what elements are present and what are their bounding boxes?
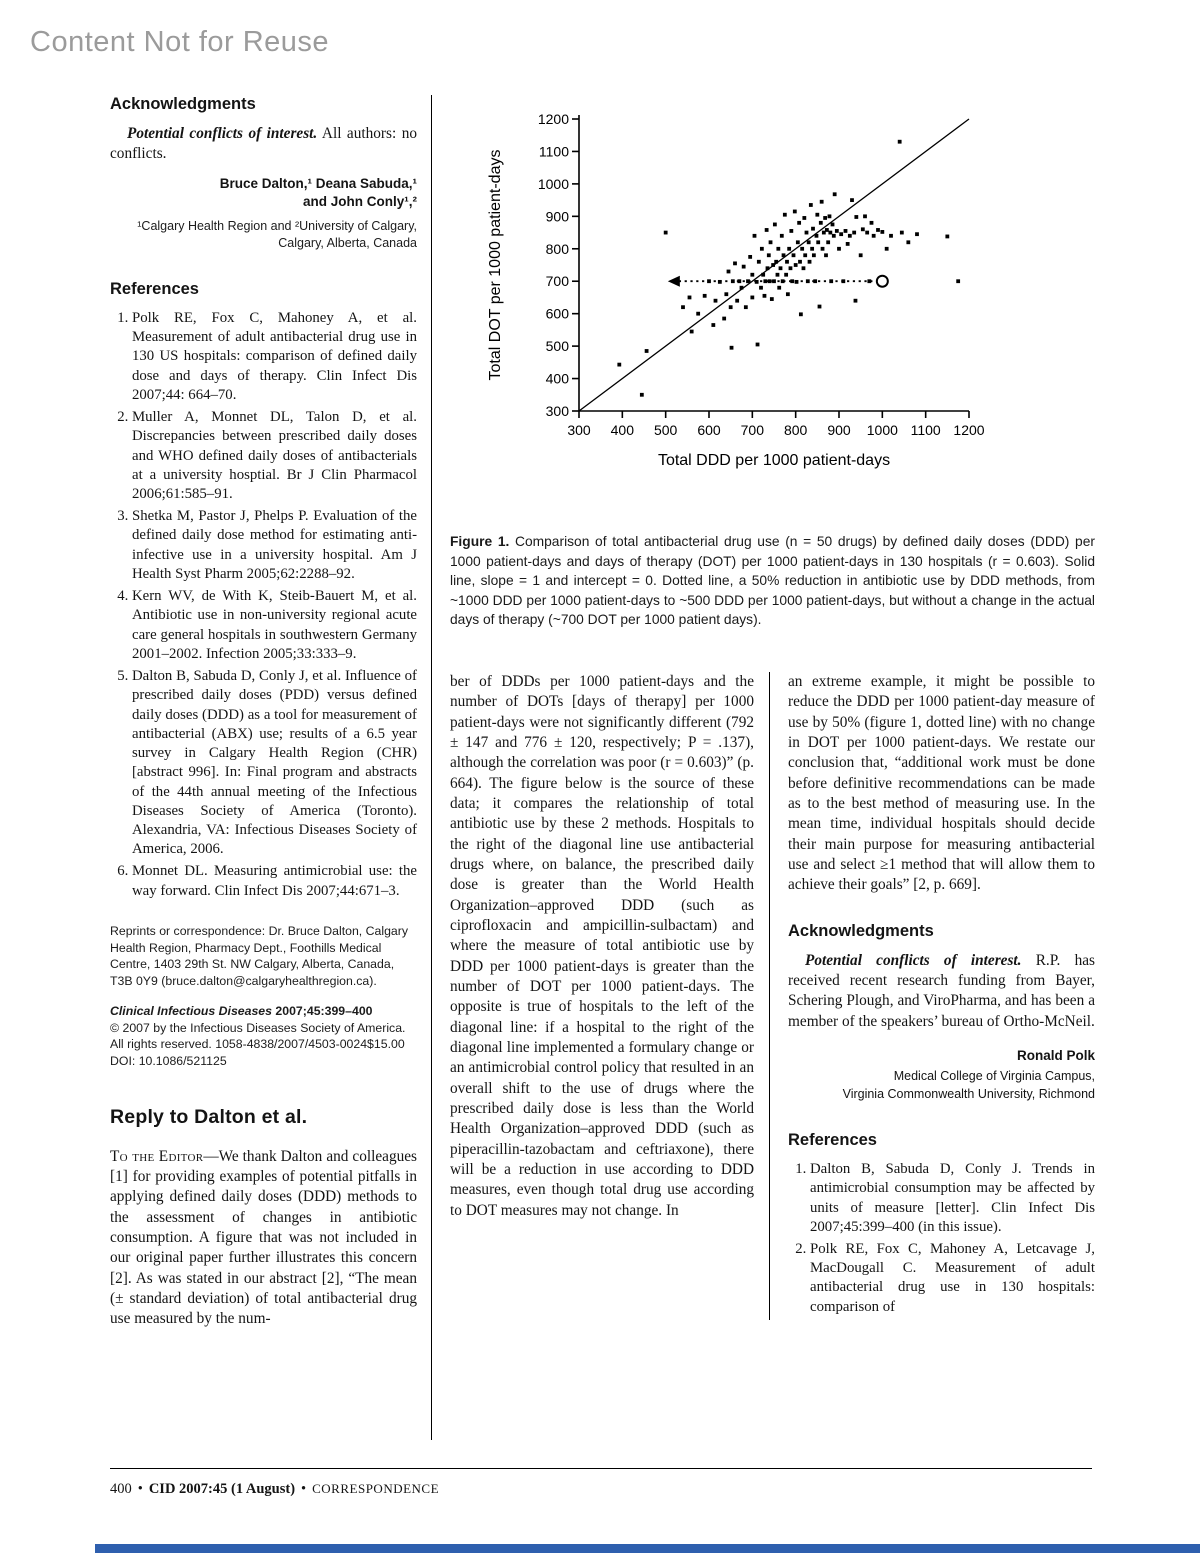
footer-citation: CID 2007:45 (1 August) [148,1481,296,1497]
svg-text:Total DDD per 1000 patient-day: Total DDD per 1000 patient-days [657,452,891,469]
page-footer [110,1481,439,1498]
reference-item: 1. Polk RE, Fox C, Mahoney A, et al. Measurement of adult antibacterial drug use in 130 US hospitals: comparison of defined daily dose and days of therapy. Clin Infect Dis 2007;44: 664–70. [132,309,417,405]
far-right-column [770,672,1095,1320]
reference-item: 2. Muller A, Monnet DL, Talon D, et al. Discrepancies between prescribed daily doses and WHO defined daily doses of antibacterials at a university hosptial. Br J Clin Pharmacol 2006;61:585–91. [132,408,417,504]
right-column-paragraph: an extreme example, it might be possible to reduce the DDD per 1000 patient-day measure of use by 50% (figure 1, dotted line) with no change in DOT per 1000 patient-days. We restate our conclusion that, “additional work must be done before definitive recommendations can be made as to the best method of measuring use. In the mean time, individual hospitals should decide their main purpose for measuring antibacterial use and select ≥1 method that will allow them to achieve their goals” [2, p. 669]. [788,672,1095,894]
middle-column [450,672,770,1320]
affiliation-block [110,218,417,252]
footer-rule [110,1468,1092,1469]
signature-name: Ronald Polk [1016,1048,1095,1064]
svg-text:500: 500 [653,422,678,438]
ack-heading-right: Acknowledgments [788,921,934,940]
journal-volume-pages: 2007;45:399–400 [271,1004,373,1019]
reprints-note: Reprints or correspondence: Dr. Bruce Dalton, Calgary Health Region, Pharmacy Dept., Foothills Medical Centre, 1403 29th St. NW Calgary, Alberta, Canada, T3B 0Y9 (bruce.dalton@calgaryhealthregion.ca). [110,923,408,988]
conflicts-paragraph-right [788,951,1095,1032]
figure1-caption [450,532,1095,630]
footer-bullet: • [137,1481,143,1497]
signature-affiliation [788,1068,1095,1103]
conflicts-lead-left: Potential conflicts of interest. [127,125,318,142]
svg-text:600: 600 [545,305,569,322]
references-section-left [110,280,417,901]
lower-two-columns [450,672,1095,1320]
reply-article-title: Reply to Dalton et al. [110,1105,308,1128]
conflicts-text-left: All authors: no conflicts. [110,125,417,163]
figure1 [484,101,1095,508]
ack-heading-left: Acknowledgments [110,95,256,113]
svg-text:1000: 1000 [537,175,569,192]
left-column [110,95,432,1440]
svg-text:500: 500 [545,338,569,355]
signature-affiliation-line-2: Virginia Commonwealth University, Richmond [842,1086,1095,1101]
figure1-caption-label: Figure 1. [450,534,510,549]
to-the-editor-lead: To the Editor [110,1147,204,1165]
signature-affiliation-line-1: Medical College of Virginia Campus, [893,1069,1095,1084]
footer-section: CORRESPONDENCE [312,1481,440,1496]
journal-title: Clinical Infectious Diseases [110,1004,272,1019]
reference-list-left [110,309,417,901]
svg-text:1000: 1000 [866,422,898,438]
svg-text:400: 400 [610,422,635,438]
references-heading-right: References [788,1131,877,1150]
bottom-blue-bar [95,1544,1200,1553]
reference-item: 5. Dalton B, Sabuda D, Conly J, et al. Influence of prescribed daily doses (PDD) versus defined daily doses (DDD) as a tool for measurement of antibacterial (ABX) use; results of a 6.5 year survey in Calgary Health Region (CHR) [abstract 996]. In: Final program and abstracts of the 44th annual meeting of the Infectious Diseases Society of America (Toronto). Alexandria, VA: Infectious Diseases Society of America, 2006. [132,667,417,859]
copyright-line: © 2007 by the Infectious Diseases Society of America. All rights reserved. 1058-4838/2007/4503-0024$15.00 [110,1020,406,1052]
svg-text:900: 900 [545,208,569,225]
reply-opening-paragraph [110,1147,417,1330]
svg-text:300: 300 [545,403,569,419]
conflicts-paragraph-left [110,124,417,165]
affiliation-line-1: ¹Calgary Health Region and ²University of Calgary, [137,219,417,234]
reply-paragraph-text: —We thank Dalton and colleagues [1] for providing examples of potential pitfalls in applying defined daily doses (DDD) methods to the assessment of changes in antibiotic consumption. A figure that was not included in our original paper further illustrates this concern [2]. As was stated in our abstract [2], “The mean (± standard deviation) of total antibacterial drug use measured by the num- [110,1147,417,1328]
svg-text:700: 700 [545,273,569,290]
figure1-chart [484,101,1024,503]
reference-list-right [788,1160,1095,1317]
middle-column-paragraph: ber of DDDs per 1000 patient-days and the number of DOTs [days of therapy] per 1000 patient-days were not significantly different (792 ± 147 and 776 ± 120, respectively; P = .137), although the correlation was poor (r = 0.603)” (p. 664). The figure below is the source of these data; it compares the relationship of total antibiotic use by these 2 methods. Hospitals to the right of the diagonal line use antibacterial drugs where, on balance, the prescribed daily dose is greater than the World Health Organization–approved DDD (such as ciprofloxacin and ampicillin-sulbactam) and where the measure of total antibiotic use by DDD per 1000 patient-days is greater than the number of DOT per 1000 patient-days. The opposite is true of hospitals to the left of the diagonal line: if a hospital to the right of the diagonal line implemented a formulary change or an antimicrobial control policy that resulted in an overall shift to the use of drugs where the prescribed daily dose is less than the World Health Organization–approved DDD (such as piperacillin-tazobactam and ceftriaxone), there will be a reduction in use according to DDD measures, even though total drug use according to DOT measures may not change. In [450,672,754,1219]
journal-citation-line [110,1003,417,1020]
doi-line: DOI: 10.1086/521125 [110,1054,227,1069]
svg-text:Total DOT per 1000 patient-day: Total DOT per 1000 patient-days [487,149,504,381]
svg-text:300: 300 [567,422,591,438]
authors-line-1: Bruce Dalton,¹ Deana Sabuda,¹ [219,175,417,191]
svg-text:600: 600 [697,422,721,438]
authors-line-2: and John Conly¹,² [303,193,417,209]
reference-item: 1. Dalton B, Sabuda D, Conly J. Trends in antimicrobial consumption may be affected by units of measure [letter]. Clin Infect Dis 2007;45:399–400 (in this issue). [810,1160,1095,1237]
reference-item: 6. Monnet DL. Measuring antimicrobial use: the way forward. Clin Infect Dis 2007;44:671–3. [132,862,417,900]
svg-text:400: 400 [545,370,569,387]
references-section-right [788,1131,1095,1317]
footer-bullet: • [301,1481,307,1497]
page-content [110,95,1095,1440]
watermark-text: Content Not for Reuse [30,26,330,58]
reference-item: 4. Kern WV, de With K, Steib-Bauert M, et al. Antibiotic use in non-university regional acute care general hospitals in southwestern Germany 2001–2002. Infection 2005;33:333–9. [132,587,417,664]
footer-page-number: 400 [110,1481,132,1497]
affiliation-line-2: Calgary, Alberta, Canada [278,236,417,250]
svg-text:700: 700 [740,422,765,438]
references-heading-left: References [110,279,199,298]
conflicts-lead-right: Potential conflicts of interest. [805,951,1022,969]
journal-citation-block [110,1003,417,1069]
svg-text:800: 800 [783,422,808,438]
svg-text:800: 800 [545,240,569,257]
svg-text:1200: 1200 [953,422,985,438]
svg-text:1200: 1200 [537,111,569,127]
author-block [110,175,417,211]
conflicts-text-right: R.P. has received recent research funding from Bayer, Schering Plough, and ViroPharma, and has been a member of the speakers’ bureau of Ortho-McNeil. [788,951,1095,1030]
right-area [432,95,1095,1440]
svg-text:1100: 1100 [910,422,941,438]
svg-text:1100: 1100 [538,143,569,160]
svg-text:900: 900 [827,422,851,438]
reference-item: 3. Shetka M, Pastor J, Phelps P. Evaluation of the defined daily dose method for estimating anti-infective use in a university hospital. Am J Health Syst Pharm 2005;62:2288–92. [132,507,417,584]
figure1-caption-text: Comparison of total antibacterial drug use (n = 50 drugs) by defined daily doses (DDD) per 1000 patient-days and days of therapy (DOT) per 1000 patient-days in 130 hospitals (r = 0.603). Solid line, slope = 1 and intercept = 0. Dotted line, a 50% reduction in antibiotic use by DDD methods, from ~1000 DDD per 1000 patient-days to ~500 DDD per 1000 patient-days, but without a change in the actual days of therapy (~700 DOT per 1000 patient days). [450,534,1095,628]
reference-item: 2. Polk RE, Fox C, Mahoney A, Letcavage J, MacDougall C. Measurement of adult antibacterial drug use in 130 hospitals: comparison of [810,1240,1095,1317]
